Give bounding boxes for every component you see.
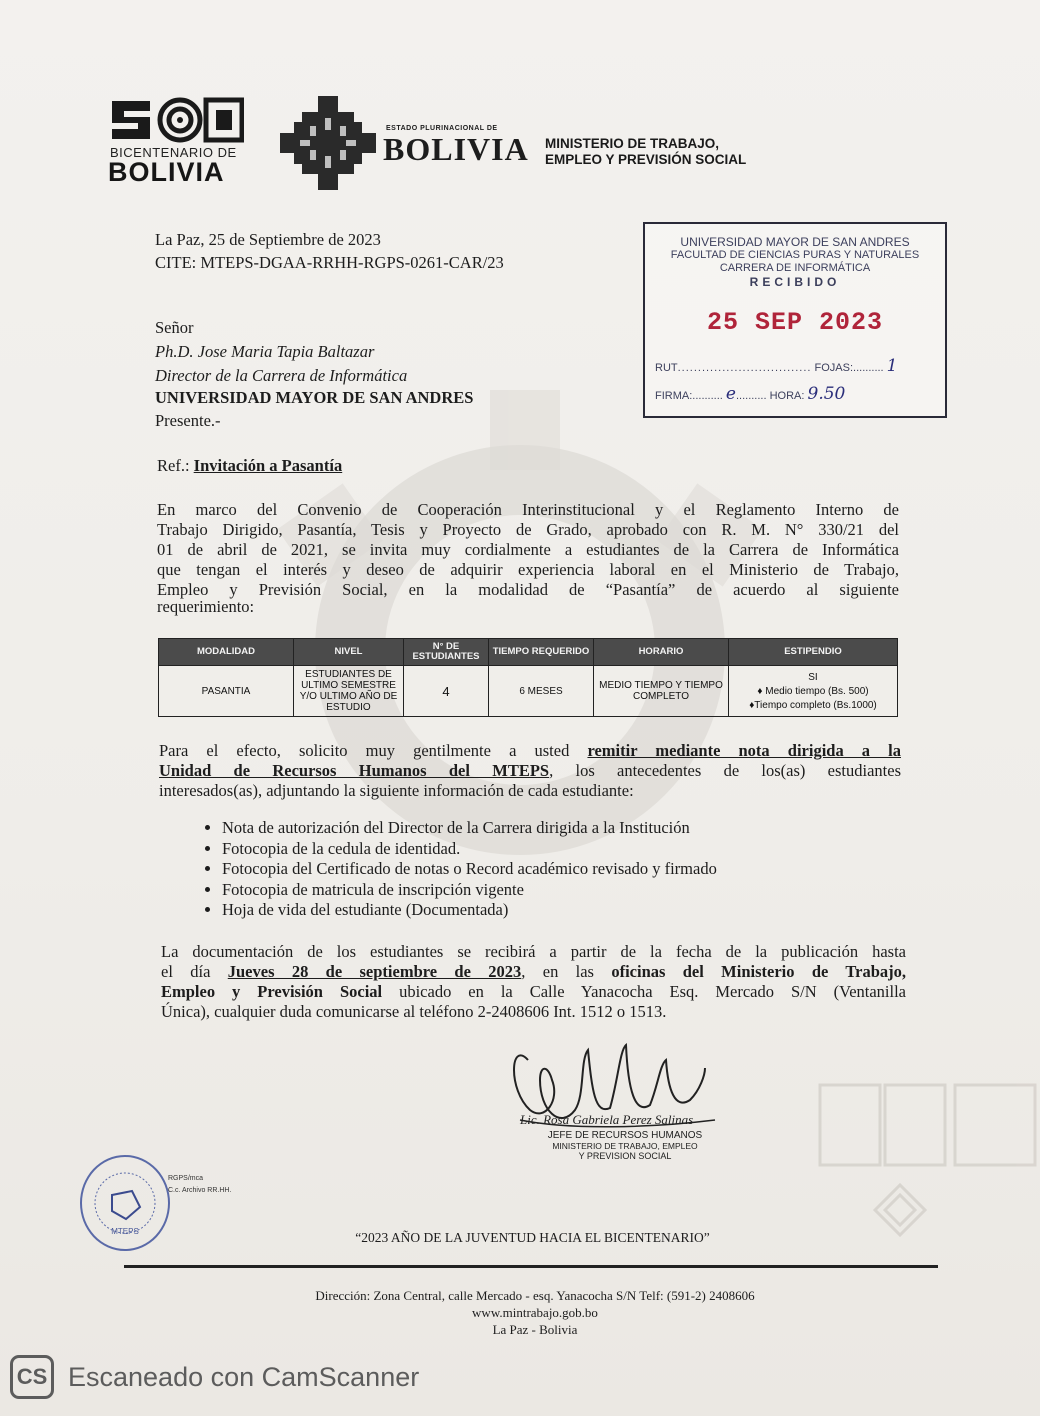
cite-reference: CITE: MTEPS-DGAA-RRHH-RGPS-0261-CAR/23 bbox=[155, 253, 504, 272]
presente: Presente.- bbox=[155, 411, 221, 430]
deadline-date: Jueves 28 de septiembre de 2023 bbox=[227, 962, 522, 981]
paragraph-text: ubicado en la Calle Yanacocha Esq. Mercado S/N (Ventanilla bbox=[382, 982, 906, 1001]
reference-line bbox=[157, 456, 342, 476]
reference-subject: Invitación a Pasantía bbox=[193, 456, 343, 475]
decorative-pattern-icon bbox=[815, 1080, 1040, 1270]
paragraph-emphasis: Empleo y Previsión Social bbox=[161, 982, 383, 1001]
paragraph-text: , los antecedentes de los(as) estudiantes bbox=[549, 761, 901, 780]
paragraph-text: Para el efecto, solicito muy gentilmente a usted bbox=[159, 741, 588, 760]
table-header-tiempo: TIEMPO REQUERIDO bbox=[489, 639, 594, 666]
stamp-firma-value: e bbox=[725, 384, 736, 404]
seal-text: MTEPS bbox=[111, 1227, 139, 1236]
cell-tiempo: 6 MESES bbox=[489, 666, 594, 717]
paragraph-line: requerimiento: bbox=[157, 597, 255, 616]
stamp-university: UNIVERSIDAD MAYOR DE SAN ANDRES bbox=[680, 235, 910, 249]
estipendio-completo: ♦Tiempo completo (Bs.1000) bbox=[749, 699, 877, 711]
cell-modalidad: PASANTIA bbox=[159, 666, 294, 717]
paragraph-line: interesados(as), adjuntando la siguiente información de cada estudiante: bbox=[159, 781, 634, 800]
paragraph-emphasis: Unidad de Recursos Humanos del MTEPS bbox=[159, 761, 550, 780]
paragraph-line: que tengan el interés y deseo de adquirir experiencia laboral en el Ministerio de Trabajo, bbox=[157, 560, 899, 579]
reception-stamp bbox=[643, 222, 947, 418]
ministerio-name bbox=[545, 136, 746, 168]
camscanner-watermark bbox=[10, 1354, 419, 1400]
paragraph-text: el día bbox=[161, 962, 228, 981]
footer-web: www.mintrabajo.gob.bo bbox=[472, 1305, 598, 1320]
copy-note-initials: RGPS/mca bbox=[168, 1175, 204, 1182]
list-item: • Hoja de vida del estudiante (Documentada) bbox=[222, 900, 717, 921]
stamp-fojas-value: 1 bbox=[886, 356, 898, 376]
paragraph-emphasis: remitir mediante nota dirigida a la bbox=[587, 741, 901, 760]
paragraph-line: Trabajo Dirigido, Pasantía, Tesis y Proyecto de Grado, aprobado con R. M. N° 330/21 del bbox=[157, 520, 899, 539]
paragraph-line: Única), cualquier duda comunicarse al teléfono 2-2408606 Int. 1512 o 1513. bbox=[161, 1002, 667, 1021]
stamp-rut-label: RUT bbox=[655, 362, 678, 374]
bicentenario-title: BOLIVIA bbox=[108, 157, 225, 187]
table-header-nivel: NIVEL bbox=[294, 639, 404, 666]
list-item: • Nota de autorización del Director de la Carrera dirigida a la Institución bbox=[222, 818, 717, 839]
list-item: • Fotocopia de matricula de inscripción vigente bbox=[222, 880, 717, 901]
recipient-name: Ph.D. Jose Maria Tapia Baltazar bbox=[155, 342, 375, 361]
footer-divider bbox=[124, 1265, 938, 1268]
bolivia-wordmark: BOLIVIA bbox=[383, 131, 529, 167]
requirements-list bbox=[190, 818, 717, 921]
bicentenario-logo bbox=[108, 97, 248, 187]
paragraph-line: Empleo y Previsión Social, en la modalidad de “Pasantía” de acuerdo al siguiente bbox=[157, 580, 899, 599]
paragraph-line bbox=[159, 741, 901, 761]
signatory-title-1: JEFE DE RECURSOS HUMANOS bbox=[547, 1130, 703, 1141]
camscanner-icon: CS bbox=[10, 1355, 54, 1399]
stamp-hora-value: 9.50 bbox=[807, 384, 846, 404]
signatory-title-3: Y PREVISION SOCIAL bbox=[578, 1151, 672, 1161]
footer bbox=[200, 1287, 870, 1338]
reference-label: Ref.: bbox=[157, 456, 190, 475]
camscanner-label: Escaneado con CamScanner bbox=[68, 1361, 420, 1392]
paragraph-line bbox=[161, 982, 906, 1002]
paragraph-line bbox=[161, 962, 906, 982]
table-header-horario: HORARIO bbox=[594, 639, 729, 666]
table-header-modalidad: MODALIDAD bbox=[159, 639, 294, 666]
signature-block bbox=[520, 1112, 730, 1161]
table-header-estipendio: ESTIPENDIO bbox=[729, 639, 898, 666]
paragraph-line: 01 de abril de 2021, se invita muy cordialmente a estudiantes de la Carrera de Informática bbox=[157, 540, 899, 559]
stamp-career: CARRERA DE INFORMÁTICA bbox=[719, 262, 871, 274]
stamp-faculty: FACULTAD DE CIENCIAS PURAS Y NATURALES bbox=[670, 249, 920, 261]
paragraph-deadline bbox=[161, 942, 906, 1022]
paragraph-request bbox=[159, 741, 901, 801]
stamp-rut-row: RUT................................. FOJAS:.......... 1 bbox=[655, 356, 898, 376]
stamp-firma-label: FIRMA: bbox=[655, 390, 693, 402]
bicentenario-emblem-icon bbox=[110, 97, 244, 143]
list-item: • Fotocopia de la cedula de identidad. bbox=[222, 839, 717, 860]
recipient-title: Director de la Carrera de Informática bbox=[155, 366, 408, 385]
ministerio-line-2: EMPLEO Y PREVISIÓN SOCIAL bbox=[545, 152, 747, 167]
estipendio-title: SI bbox=[808, 671, 818, 683]
bicentenario-subtitle: BICENTENARIO DE bbox=[110, 145, 237, 160]
signatory-name: Lic. Rosa Gabriela Perez Salinas bbox=[520, 1112, 694, 1127]
paragraph-line: En marco del Convenio de Cooperación Interinstitucional y el Reglamento Interno de bbox=[157, 500, 899, 519]
copy-note-archive: C.c. Archivo RR.HH. bbox=[168, 1187, 232, 1194]
stamp-hora-label: HORA: bbox=[769, 390, 805, 402]
stamp-fojas-label: FOJAS: bbox=[814, 362, 854, 374]
mteps-seal bbox=[80, 1155, 170, 1251]
recipient-organization: UNIVERSIDAD MAYOR DE SAN ANDRES bbox=[155, 388, 474, 407]
cell-horario: MEDIO TIEMPO Y TIEMPO COMPLETO bbox=[594, 666, 729, 717]
table-header-estudiantes: N° DE ESTUDIANTES bbox=[404, 639, 489, 666]
ministerio-line-1: MINISTERIO DE TRABAJO, bbox=[545, 136, 720, 151]
place-date: La Paz, 25 de Septiembre de 2023 bbox=[155, 230, 381, 249]
table-header-row bbox=[159, 639, 898, 666]
footer-city: La Paz - Bolivia bbox=[492, 1322, 578, 1337]
copy-notes bbox=[168, 1173, 231, 1197]
cell-estudiantes: 4 bbox=[404, 666, 489, 717]
paragraph-text: , en las bbox=[521, 962, 612, 981]
cell-estipendio bbox=[729, 666, 898, 717]
estipendio-medio: ♦ Medio tiempo (Bs. 500) bbox=[757, 685, 869, 697]
stamp-date: 25 SEP 2023 bbox=[706, 308, 884, 337]
table-row bbox=[159, 666, 898, 717]
paragraph-line bbox=[159, 761, 901, 781]
estado-plurinacional-label: ESTADO PLURINACIONAL DE bbox=[386, 125, 498, 132]
paragraph-line: La documentación de los estudiantes se recibirá a partir de la fecha de la publicación hasta bbox=[161, 942, 906, 961]
signatory-title-2: MINISTERIO DE TRABAJO, EMPLEO bbox=[552, 1141, 698, 1151]
list-item: • Fotocopia del Certificado de notas o Record académico revisado y firmado bbox=[222, 859, 717, 880]
footer-address: Dirección: Zona Central, calle Mercado - esq. Yanacocha S/N Telf: (591-2) 2408606 bbox=[315, 1288, 755, 1303]
cell-nivel: ESTUDIANTES DE ULTIMO SEMESTRE Y/O ULTIMO AÑO DE ESTUDIO bbox=[294, 666, 404, 717]
stamp-received: RECIBIDO bbox=[749, 275, 841, 289]
paragraph-emphasis: oficinas del Ministerio de Trabajo, bbox=[611, 962, 907, 981]
salutation: Señor bbox=[155, 318, 194, 337]
chakana-emblem-icon bbox=[280, 96, 376, 190]
requirements-table bbox=[158, 638, 898, 717]
motto: “2023 AÑO DE LA JUVENTUD HACIA EL BICENTENARIO” bbox=[355, 1230, 710, 1245]
stamp-firma-row: FIRMA:.......... e.......... HORA: 9.50 bbox=[655, 384, 846, 404]
paragraph-invitation bbox=[157, 500, 899, 614]
